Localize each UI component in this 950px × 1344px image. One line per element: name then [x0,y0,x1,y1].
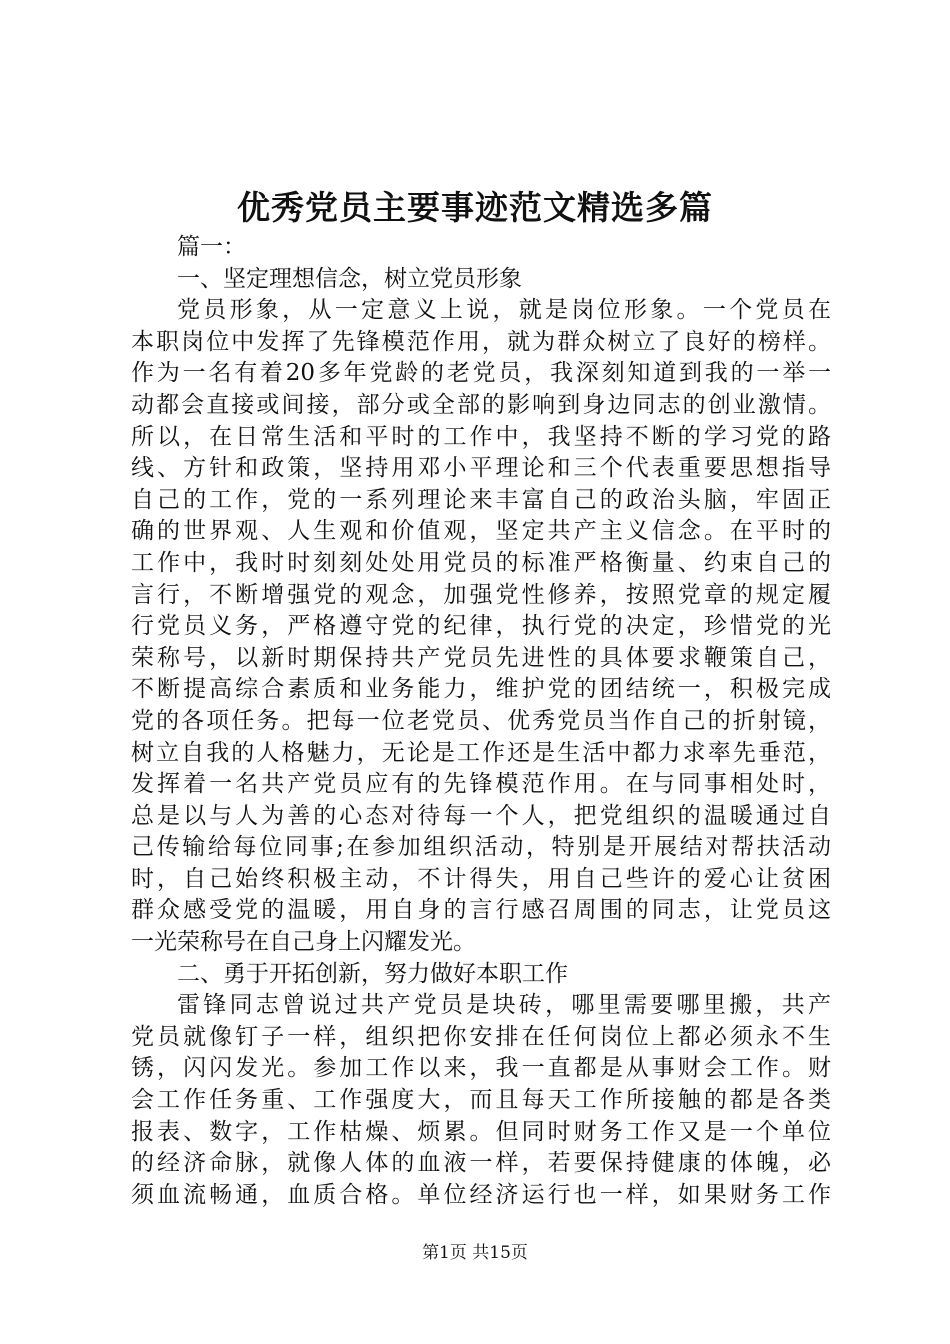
paragraph-line: 作为一名有着20多年党龄的老党员，我深刻知道到我的一举一 [131,360,831,387]
paragraph-line: 总是以与人为善的心态对待每一个人，把党组织的温暖通过自 [131,802,831,829]
paragraph-line: 不断提高综合素质和业务能力，维护党的团结统一，积极完成 [131,676,831,703]
paragraph-line: 雷锋同志曾说过共产党员是块砖，哪里需要哪里搬，共产 [177,992,831,1019]
section-label: 篇一： [177,234,246,260]
page-number: 第1页 共15页 [422,1243,528,1263]
paragraph-line: 党的各项任务。把每一位老党员、优秀党员当作自己的折射镜， [131,707,831,734]
paragraph-line: 工作中，我时时刻刻处处用党员的标准严格衡量、约束自己的 [131,549,831,576]
paragraph-line: 一光荣称号在自己身上闪耀发光。 [131,929,476,956]
paragraph-line: 的经济命脉，就像人体的血液一样，若要保持健康的体魄，必 [131,1150,831,1177]
paragraph-line: 言行，不断增强党的观念，加强党性修养，按照党章的规定履 [131,581,831,608]
document-title: 优秀党员主要事迹范文精选多篇 [237,188,713,227]
paragraph-line: 报表、数字，工作枯燥、烦累。但同时财务工作又是一个单位 [131,1118,831,1145]
paragraph-line: 发挥着一名共产党员应有的先锋模范作用。在与同事相处时， [131,771,831,798]
paragraph-line: 线、方针和政策，坚持用邓小平理论和三个代表重要思想指导 [131,455,831,482]
paragraph-line: 本职岗位中发挥了先锋模范作用，就为群众树立了良好的榜样。 [131,328,831,355]
paragraph-line: 所以，在日常生活和平时的工作中，我坚持不断的学习党的路 [131,423,831,450]
paragraph-line: 己传输给每位同事;在参加组织活动，特别是开展结对帮扶活动 [131,834,831,861]
paragraph-line: 荣称号，以新时期保持共产党员先进性的具体要求鞭策自己， [131,644,831,671]
paragraph-line: 行党员义务，严格遵守党的纪律，执行党的决定，珍惜党的光 [131,613,831,640]
paragraph-line: 党员形象，从一定意义上说，就是岗位形象。一个党员在 [177,297,831,324]
paragraph-line: 锈，闪闪发光。参加工作以来，我一直都是从事财会工作。财 [131,1055,831,1082]
paragraph-line: 群众感受党的温暖，用自身的言行感召周围的同志，让党员这 [131,897,831,924]
paragraph-line: 确的世界观、人生观和价值观，坚定共产主义信念。在平时的 [131,518,831,545]
paragraph-line: 时，自己始终积极主动，不计得失，用自己些许的爱心让贫困 [131,865,831,892]
section-heading: 一、坚定理想信念，树立党员形象 [177,265,522,292]
section-heading: 二、勇于开拓创新，努力做好本职工作 [177,960,568,987]
paragraph-line: 会工作任务重、工作强度大，而且每天工作所接触的都是各类 [131,1087,831,1114]
paragraph-line: 动都会直接或间接，部分或全部的影响到身边同志的创业激情。 [131,391,831,418]
paragraph-line: 须血流畅通，血质合格。单位经济运行也一样，如果财务工作 [131,1181,831,1208]
document-body [131,232,831,1211]
paragraph-line: 自己的工作，党的一系列理论来丰富自己的政治头脑，牢固正 [131,486,831,513]
paragraph-line: 树立自我的人格魅力，无论是工作还是生活中都力求率先垂范， [131,739,831,766]
paragraph-line: 党员就像钉子一样，组织把你安排在任何岗位上都必须永不生 [131,1023,831,1050]
